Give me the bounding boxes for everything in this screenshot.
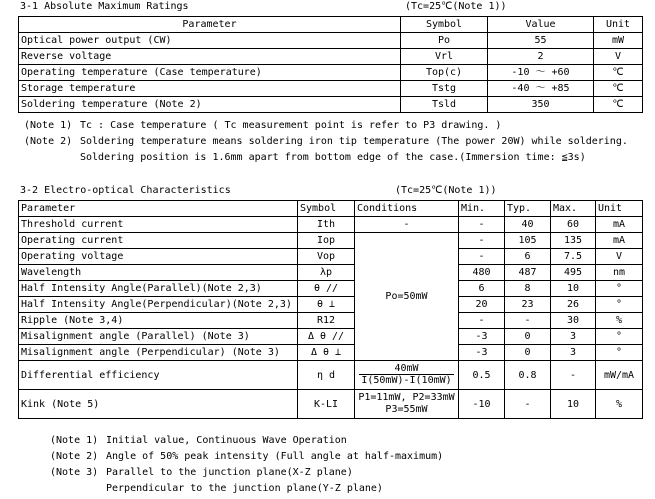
cell-param: Misalignment angle (Parallel) (Note 3) <box>19 329 298 345</box>
section-1-condition: (Tc=25℃(Note 1)) <box>405 1 507 12</box>
cell-conditions-merged: Po=50mW <box>355 233 459 361</box>
cell-unit: nm <box>596 265 643 281</box>
absolute-max-ratings-table <box>18 16 643 113</box>
table-row <box>19 390 643 419</box>
table-row <box>19 97 643 113</box>
table-row <box>19 297 643 313</box>
table-row <box>19 265 643 281</box>
header-parameter: Parameter <box>19 17 401 33</box>
cell-symbol: Δ θ // <box>298 329 355 345</box>
cell-max: 3 <box>551 329 596 345</box>
cell-symbol: R12 <box>298 313 355 329</box>
cell-max: 60 <box>551 217 596 233</box>
cell-symbol: Top(c) <box>401 65 488 81</box>
cell-unit: ℃ <box>594 65 643 81</box>
cell-unit: V <box>594 49 643 65</box>
cell-typ: 0.8 <box>505 361 551 390</box>
cell-typ: 0 <box>505 329 551 345</box>
cell-min: 6 <box>459 281 505 297</box>
electro-optical-table <box>18 200 643 419</box>
cell-unit: ° <box>596 297 643 313</box>
note-label: (Note 1) <box>24 120 73 131</box>
cell-min: 20 <box>459 297 505 313</box>
kink-condition-line2: P3=55mW <box>385 404 428 415</box>
cell-param: Differential efficiency <box>19 361 298 390</box>
note-label: (Note 1) <box>50 435 99 446</box>
header-min: Min. <box>459 201 505 217</box>
table-header-row <box>19 201 643 217</box>
note-label: (Note 2) <box>24 136 73 147</box>
cell-min: -3 <box>459 345 505 361</box>
cell-typ: - <box>505 313 551 329</box>
cell-param: Threshold current <box>19 217 298 233</box>
cell-symbol: θ // <box>298 281 355 297</box>
cell-unit: V <box>596 249 643 265</box>
cell-min: -10 <box>459 390 505 419</box>
cell-unit: ℃ <box>594 81 643 97</box>
fraction-numerator: 40mW <box>359 363 453 375</box>
cell-max: 7.5 <box>551 249 596 265</box>
note-text: Perpendicular to the junction plane(Y-Z plane) <box>106 483 383 494</box>
note-label: (Note 2) <box>50 451 99 462</box>
cell-unit: mA <box>596 217 643 233</box>
header-parameter: Parameter <box>19 201 298 217</box>
table-row <box>19 329 643 345</box>
header-symbol: Symbol <box>298 201 355 217</box>
note-text: Initial value, Continuous Wave Operation <box>106 435 347 446</box>
cell-conditions-kink <box>355 390 459 419</box>
cell-symbol: Tsld <box>401 97 488 113</box>
cell-param: Operating current <box>19 233 298 249</box>
cell-symbol: Vrl <box>401 49 488 65</box>
note-text: Parallel to the junction plane(X-Z plane) <box>106 467 353 478</box>
table-row <box>19 361 643 390</box>
cell-value: 55 <box>488 33 594 49</box>
cell-max: 495 <box>551 265 596 281</box>
cell-min: - <box>459 249 505 265</box>
cell-symbol: Δ θ ⊥ <box>298 345 355 361</box>
cell-unit: ° <box>596 281 643 297</box>
cell-param: Misalignment angle (Perpendicular) (Note 3) <box>19 345 298 361</box>
header-unit: Unit <box>594 17 643 33</box>
header-conditions: Conditions <box>355 201 459 217</box>
note-text: Soldering position is 1.6mm apart from bottom edge of the case.(Immersion time: ≦3s) <box>80 152 586 163</box>
cell-unit: % <box>596 313 643 329</box>
cell-min: 480 <box>459 265 505 281</box>
cell-typ: 0 <box>505 345 551 361</box>
cell-typ: 8 <box>505 281 551 297</box>
cell-max: 3 <box>551 345 596 361</box>
cell-symbol: Iop <box>298 233 355 249</box>
cell-min: - <box>459 217 505 233</box>
cell-param: Kink (Note 5) <box>19 390 298 419</box>
cell-param: Operating voltage <box>19 249 298 265</box>
cell-value: -10 ～ +60 <box>488 65 594 81</box>
note-text: Soldering temperature means soldering iron tip temperature (The power 20W) while soldering. <box>80 136 628 147</box>
cell-min: -3 <box>459 329 505 345</box>
cell-conditions: - <box>355 217 459 233</box>
cell-min: - <box>459 233 505 249</box>
table-row <box>19 81 643 97</box>
cell-symbol: θ ⊥ <box>298 297 355 313</box>
cell-param: Reverse voltage <box>19 49 401 65</box>
cell-param: Half Intensity Angle(Parallel)(Note 2,3) <box>19 281 298 297</box>
cell-unit: ° <box>596 329 643 345</box>
cell-typ: 6 <box>505 249 551 265</box>
fraction <box>359 363 453 386</box>
table-row <box>19 233 643 249</box>
table-row <box>19 217 643 233</box>
header-typ: Typ. <box>505 201 551 217</box>
cell-min: - <box>459 313 505 329</box>
cell-param: Storage temperature <box>19 81 401 97</box>
cell-param: Half Intensity Angle(Perpendicular)(Note 2,3) <box>19 297 298 313</box>
section-2-title: 3-2 Electro-optical Characteristics <box>20 185 231 196</box>
table-row <box>19 249 643 265</box>
cell-conditions-fraction <box>355 361 459 390</box>
note-text: Tc : Case temperature ( Tc measurement point is refer to P3 drawing. ) <box>80 120 502 131</box>
cell-typ: 40 <box>505 217 551 233</box>
cell-unit: ℃ <box>594 97 643 113</box>
section-1-title: 3-1 Absolute Maximum Ratings <box>20 1 189 12</box>
table-row <box>19 313 643 329</box>
table-row <box>19 345 643 361</box>
note-label: (Note 3) <box>50 467 99 478</box>
cell-param: Wavelength <box>19 265 298 281</box>
cell-min: 0.5 <box>459 361 505 390</box>
cell-unit: % <box>596 390 643 419</box>
header-unit: Unit <box>596 201 643 217</box>
kink-condition-line1: P1=11mW, P2=33mW <box>358 392 455 403</box>
cell-max: 30 <box>551 313 596 329</box>
cell-param: Operating temperature (Case temperature) <box>19 65 401 81</box>
cell-unit: mW/mA <box>596 361 643 390</box>
section-2-condition: (Tc=25℃(Note 1)) <box>395 185 497 196</box>
cell-value: 350 <box>488 97 594 113</box>
cell-symbol: Tstg <box>401 81 488 97</box>
fraction-denominator: I(50mW)-I(10mW) <box>361 375 452 386</box>
note-text: Angle of 50% peak intensity (Full angle at half-maximum) <box>106 451 444 462</box>
cell-value: -40 ～ +85 <box>488 81 594 97</box>
table-row <box>19 65 643 81</box>
cell-typ: - <box>505 390 551 419</box>
cell-unit: mW <box>594 33 643 49</box>
cell-param: Optical power output (CW) <box>19 33 401 49</box>
cell-symbol: λp <box>298 265 355 281</box>
header-value: Value <box>488 17 594 33</box>
cell-typ: 105 <box>505 233 551 249</box>
cell-param: Ripple (Note 3,4) <box>19 313 298 329</box>
cell-symbol: Po <box>401 33 488 49</box>
cell-symbol: K-LI <box>298 390 355 419</box>
table-row <box>19 33 643 49</box>
table-row <box>19 49 643 65</box>
cell-max: 10 <box>551 390 596 419</box>
cell-max: 26 <box>551 297 596 313</box>
cell-symbol: Vop <box>298 249 355 265</box>
table-row <box>19 281 643 297</box>
table-header-row <box>19 17 643 33</box>
cell-unit: ° <box>596 345 643 361</box>
cell-symbol: η d <box>298 361 355 390</box>
cell-typ: 487 <box>505 265 551 281</box>
cell-param: Soldering temperature (Note 2) <box>19 97 401 113</box>
cell-symbol: Ith <box>298 217 355 233</box>
cell-value: 2 <box>488 49 594 65</box>
header-symbol: Symbol <box>401 17 488 33</box>
cell-max: 10 <box>551 281 596 297</box>
cell-max: 135 <box>551 233 596 249</box>
cell-max: - <box>551 361 596 390</box>
cell-typ: 23 <box>505 297 551 313</box>
cell-unit: mA <box>596 233 643 249</box>
header-max: Max. <box>551 201 596 217</box>
